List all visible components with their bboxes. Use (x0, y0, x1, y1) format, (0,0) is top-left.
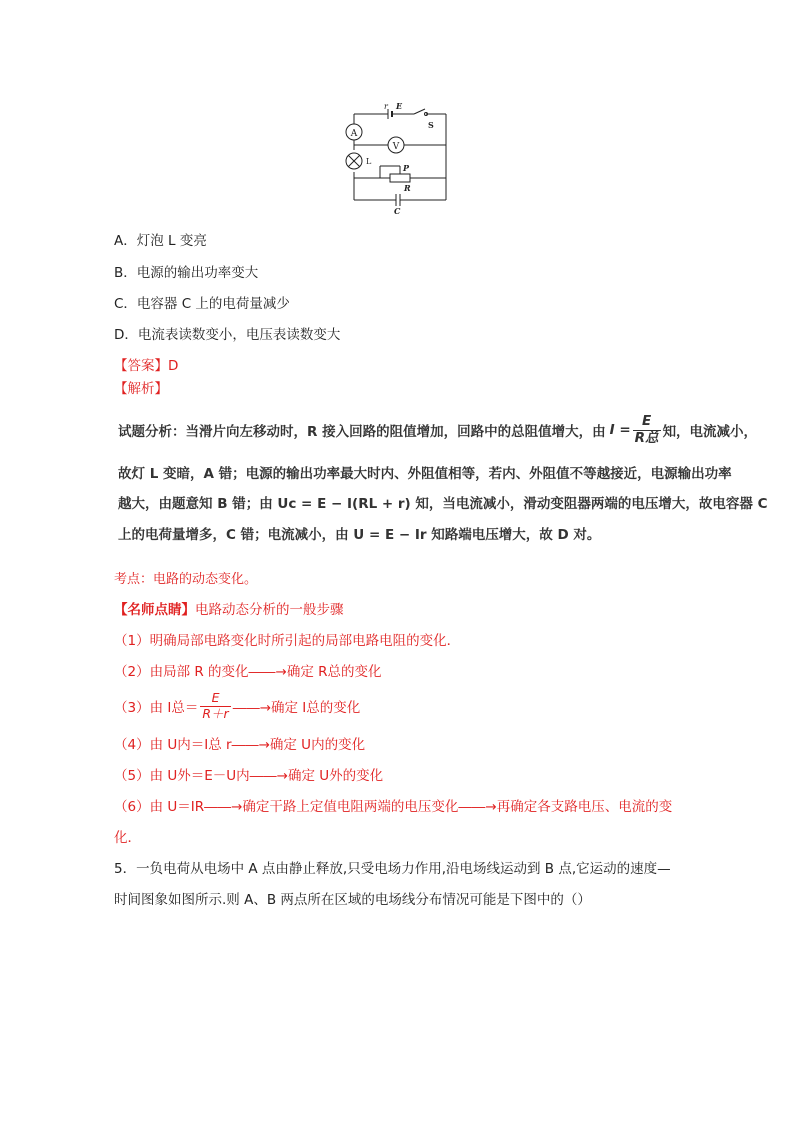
mingshi-step-5: （5）由 U外＝E－U内――→确定 U外的变化 (114, 768, 384, 784)
mingshi-step-6-line-2: 化． (114, 830, 141, 846)
voltmeter-icon (388, 137, 404, 153)
mingshi-step-1: （1）明确局部电路变化时所引起的局部电路电阻的变化． (114, 633, 461, 649)
analysis-formula-den: R总 (634, 429, 659, 446)
analysis-label: 【解析】 (114, 381, 168, 397)
label-c: C (394, 206, 401, 215)
ammeter-icon (346, 124, 362, 140)
label-e: E (396, 101, 403, 111)
analysis-formula-num: E (633, 415, 661, 431)
svg-text:V: V (392, 142, 400, 152)
answer (114, 354, 178, 374)
mingshi-title: 电路动态分析的一般步骤 (195, 602, 344, 618)
analysis-formula-frac (633, 415, 661, 445)
step3-post: ――→确定 I总的变化 (232, 700, 361, 716)
analysis-line-1-post: 知，电流减小， (662, 424, 758, 440)
label-l: L (366, 157, 372, 166)
mingshi-step-2: （2）由局部 R 的变化――→确定 R总的变化 (114, 664, 382, 680)
label-p: P (403, 163, 410, 173)
analysis-line-4: 上的电荷量增多，C 错；电流减小，由 U = E − Ir 知路端电压增大，故 D 对。 (118, 527, 601, 543)
mingshi-header (114, 598, 344, 618)
label-r-rheostat: R (404, 183, 411, 193)
kaodian: 考点：电路的动态变化。 (114, 572, 258, 587)
step3-pre: （3）由 I总＝ (114, 700, 199, 716)
question-5-line-2: 时间图象如图所示.则 A、B 两点所在区域的电场线分布情况可能是下图中的（） (114, 892, 591, 908)
step3-frac (200, 692, 230, 720)
analysis-line-1 (118, 410, 757, 450)
analysis-line-1-pre: 试题分析：当滑片向左移动时，R 接入回路的阻值增加，回路中的总阻值增大，由 (118, 424, 606, 440)
mingshi-label: 【名师点睛】 (114, 602, 195, 618)
circuit-diagram (330, 100, 460, 215)
svg-text:A: A (350, 129, 358, 139)
label-s: S (428, 120, 434, 130)
option-d: D．电流表读数变小，电压表读数变大 (114, 327, 341, 343)
mingshi-step-4: （4）由 U内＝I总 r――→确定 U内的变化 (114, 737, 366, 753)
mingshi-step-3 (114, 688, 360, 724)
option-a: A．灯泡 L 变亮 (114, 233, 207, 249)
label-r: r (384, 102, 388, 111)
step3-num: E (200, 692, 230, 707)
question-5-line-1: 5．一负电荷从电场中 A 点由静止释放,只受电场力作用,沿电场线运动到 B 点,它运动的速度— (114, 861, 671, 877)
option-b: B．电源的输出功率变大 (114, 265, 259, 281)
answer-label: 【答案】 (114, 358, 168, 374)
option-c: C．电容器 C 上的电荷量减少 (114, 296, 290, 312)
analysis-line-2: 故灯 L 变暗，A 错；电源的输出功率最大时内、外阻值相等，若内、外阻值不等越接近，电源输出功率 (118, 466, 732, 482)
mingshi-step-6-line-1: （6）由 U＝IR――→确定干路上定值电阻两端的电压变化――→再确定各支路电压、电流的变 (114, 799, 673, 815)
lamp-icon (346, 153, 362, 169)
answer-value: D (168, 358, 179, 374)
analysis-formula-lhs: I = (609, 422, 631, 438)
step3-den: R＋r (202, 705, 229, 721)
analysis-line-3: 越大，由题意知 B 错；由 Uc = E − I(RL + r) 知，当电流减小，滑动变阻器两端的电压增大，故电容器 C (118, 496, 768, 512)
